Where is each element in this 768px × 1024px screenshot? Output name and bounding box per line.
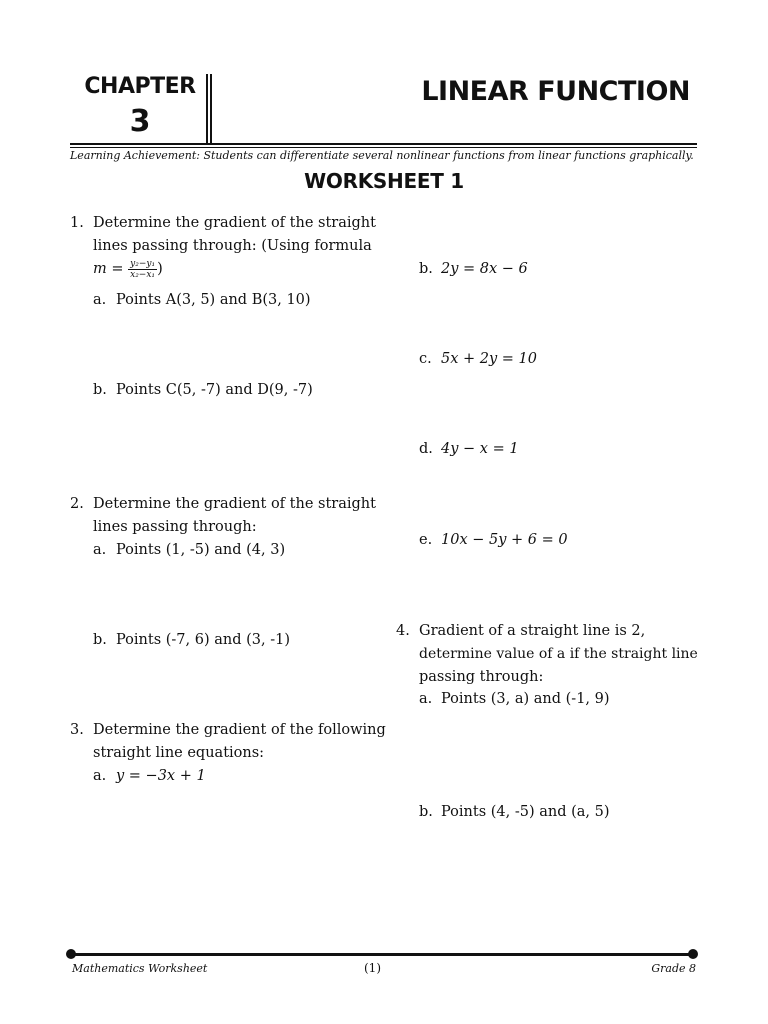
q3c-label: c. — [419, 351, 432, 367]
q4-line1: Gradient of a straight line is 2, — [419, 623, 646, 639]
formula-close: ) — [157, 261, 163, 277]
q1-formula — [93, 258, 163, 281]
q4-line2: determine value of a if the straight line — [419, 646, 698, 662]
formula-numerator: y₂−y₁ — [130, 258, 156, 269]
q4a-label: a. — [419, 691, 433, 707]
q1-number: 1. — [70, 215, 84, 231]
chapter-number: 3 — [129, 104, 151, 139]
page-number: (1) — [364, 961, 381, 975]
q2-line2: lines passing through: — [93, 519, 257, 535]
q3a-equation: y = −3x + 1 — [116, 768, 206, 784]
q1a-label: a. — [93, 292, 107, 308]
q3c-equation: 5x + 2y = 10 — [441, 351, 538, 367]
formula-lhs: m = — [93, 261, 124, 277]
q1a-text: Points A(3, 5) and B(3, 10) — [116, 292, 311, 308]
q2-number: 2. — [70, 496, 84, 512]
q2b-label: b. — [93, 632, 107, 648]
footer-left: Mathematics Worksheet — [72, 962, 208, 975]
header-divider — [210, 74, 212, 144]
q2a-label: a. — [93, 542, 107, 558]
formula-fraction — [128, 259, 157, 280]
q3b-label: b. — [419, 261, 433, 277]
q3a-label: a. — [93, 768, 107, 784]
footer-right: Grade 8 — [651, 962, 696, 975]
q3e-equation: 10x − 5y + 6 = 0 — [441, 532, 568, 548]
chapter-label: CHAPTER — [84, 74, 196, 99]
q3-number: 3. — [70, 722, 84, 738]
q4a-text: Points (3, a) and (-1, 9) — [441, 691, 610, 707]
q3-line1: Determine the gradient of the following — [93, 722, 386, 738]
q1b-label: b. — [93, 382, 107, 398]
q2a-text: Points (1, -5) and (4, 3) — [116, 542, 286, 558]
header-rule — [70, 143, 697, 145]
header-divider — [206, 74, 208, 144]
q3e-label: e. — [419, 532, 433, 548]
page-title: LINEAR FUNCTION — [421, 76, 690, 107]
q1b-text: Points C(5, -7) and D(9, -7) — [116, 382, 313, 398]
q3b-equation: 2y = 8x − 6 — [441, 261, 528, 277]
q4b-label: b. — [419, 804, 433, 820]
q1-line1: Determine the gradient of the straight — [93, 215, 376, 231]
learning-achievement: Learning Achievement: Students can differentiate several nonlinear functions from linear functions graphically. — [70, 149, 694, 162]
footer-dot-right — [688, 949, 698, 959]
q3d-label: d. — [419, 441, 433, 457]
q1-line2: lines passing through: (Using formula — [93, 238, 372, 254]
q4-number: 4. — [396, 623, 410, 639]
formula-denominator: x₂−x₁ — [130, 269, 156, 280]
q4-line3: passing through: — [419, 669, 544, 685]
worksheet-title: WORKSHEET 1 — [304, 169, 464, 193]
q3d-equation: 4y − x = 1 — [441, 441, 519, 457]
q2-line1: Determine the gradient of the straight — [93, 496, 376, 512]
q2b-text: Points (-7, 6) and (3, -1) — [116, 632, 290, 648]
header-rule — [70, 147, 697, 148]
footer-rule — [72, 953, 693, 956]
q4b-text: Points (4, -5) and (a, 5) — [441, 804, 610, 820]
q3-line2: straight line equations: — [93, 745, 265, 761]
